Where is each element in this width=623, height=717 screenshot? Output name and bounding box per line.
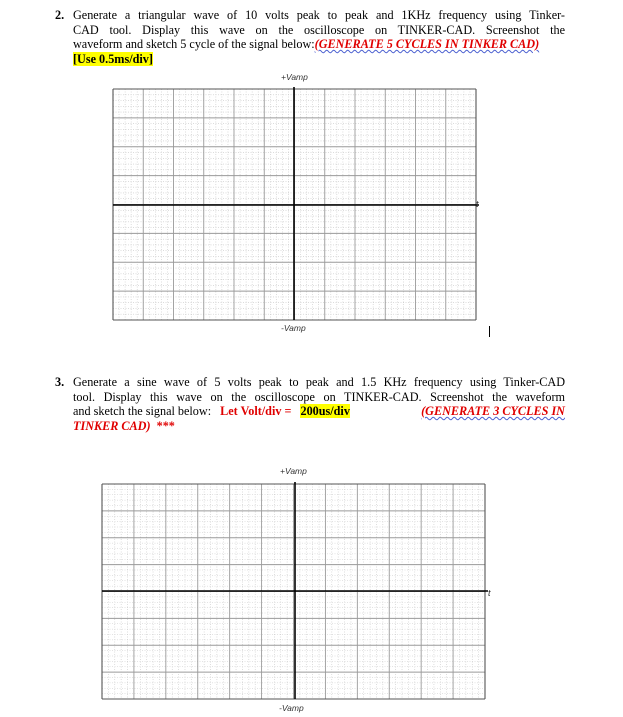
question-text-line: Generate a sine wave of 5 volts peak to peak and 1.5 KHz frequency using Tinker-CAD bbox=[73, 375, 565, 389]
question-text-line: Generate a triangular wave of 10 volts peak to peak and 1KHz frequency using Tinker- bbox=[73, 8, 565, 22]
graph-2-axis-label: t bbox=[488, 588, 491, 598]
requirement-note: (GENERATE 3 CYCLES IN bbox=[421, 404, 565, 419]
question-text: and sketch the signal below: bbox=[73, 404, 212, 419]
requirement-note: (GENERATE 5 CYCLES IN TINKER CAD) bbox=[314, 37, 540, 52]
requirement-note: TINKER CAD) bbox=[73, 418, 151, 433]
graph-2-bottom-label: -Vamp bbox=[279, 703, 304, 713]
volt-div-label: Let Volt/div = bbox=[220, 404, 292, 419]
question-text-line: CAD tool. Display this wave on the oscilloscope on TINKER-CAD. Screenshot the bbox=[73, 22, 565, 37]
question-text: waveform and sketch 5 cycle of the signal below: bbox=[73, 37, 315, 52]
graph-2-top-label: +Vamp bbox=[280, 466, 307, 476]
graph-1-top-label: +Vamp bbox=[281, 72, 308, 82]
volt-div-value: 200us/div bbox=[300, 404, 350, 419]
question-number: 3. bbox=[55, 375, 65, 389]
question-text-line: tool. Display this wave on the oscilloscope on TINKER-CAD. Screenshot the waveform bbox=[73, 389, 565, 404]
scale-hint: [Use 0.5ms/div] bbox=[73, 51, 153, 66]
question-number: 2. bbox=[55, 8, 65, 22]
graph-1-axis-label: t bbox=[476, 199, 479, 209]
graph-1-bottom-label: -Vamp bbox=[281, 323, 306, 333]
stars: *** bbox=[156, 418, 175, 433]
